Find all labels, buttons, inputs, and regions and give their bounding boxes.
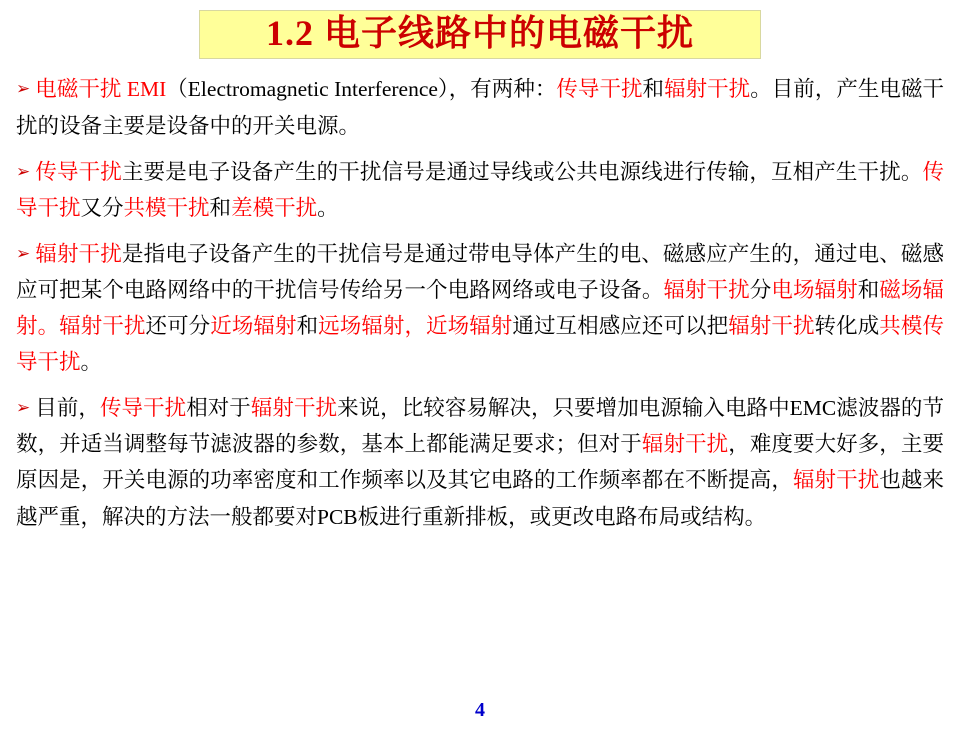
text-run: 电场辐射 — [771, 277, 858, 302]
text-run: 传导干扰 — [35, 159, 122, 184]
text-run: 近场辐射 — [210, 314, 297, 339]
text-run: （Electromagnetic Interference），有两种： — [166, 77, 557, 102]
text-run: 。 — [317, 195, 339, 220]
text-run: 共模传导干扰 — [16, 314, 944, 375]
paragraph-3 — [16, 236, 944, 380]
text-run: 辐射干扰 — [664, 77, 751, 102]
text-run: 和 — [296, 314, 319, 339]
bullet-icon: ➢ — [16, 398, 31, 419]
text-run: 转化成 — [814, 314, 880, 339]
bullet-icon: ➢ — [16, 243, 31, 264]
text-run: 。目前，产生电磁干扰的设备主要是设备中的开关电源。 — [16, 77, 944, 138]
text-run: 共模干扰 — [123, 195, 210, 220]
text-run: 辐射干扰 — [250, 396, 338, 421]
text-run: 电磁干扰 EMI — [35, 77, 167, 102]
text-run: 辐射干扰 — [35, 241, 122, 266]
bullet-icon: ➢ — [16, 161, 31, 182]
text-run: 还可分 — [145, 314, 211, 339]
slide — [0, 10, 960, 730]
slide-title-bar — [199, 10, 761, 59]
paragraph-2-runs — [16, 160, 944, 220]
text-run: 相对于 — [186, 396, 251, 421]
text-run: 分 — [749, 277, 772, 302]
text-run: 传导干扰 — [556, 77, 643, 102]
text-run: 和 — [209, 195, 232, 220]
text-run: 传导干扰 — [16, 159, 944, 220]
text-run: 辐射干扰 — [728, 314, 815, 339]
paragraph-4-runs — [16, 396, 944, 528]
paragraph-1-runs — [16, 77, 944, 137]
text-run: 目前， — [35, 396, 100, 421]
text-run: 又分 — [80, 195, 124, 220]
text-run: 主要是电子设备产生的干扰信号是通过导线或公共电源线进行传输，互相产生干扰。 — [121, 159, 923, 184]
text-run: 也越来越严重，解决的方法一般都要对PCB板进行重新排板，或更改电路布局或结构。 — [16, 468, 944, 529]
text-run: 是指电子设备产生的干扰信号是通过带电导体产生的电、磁感应产生的，通过电、磁感应可把某个电路网络中的干扰信号传给另一个电路网络或电子设备。 — [16, 241, 944, 302]
text-run: 磁场辐射。辐射干扰 — [16, 277, 944, 339]
text-run: 远场辐射，近场辐射 — [318, 314, 513, 339]
text-run: 辐射干扰 — [663, 277, 750, 302]
paragraph-2 — [16, 154, 944, 226]
slide-body — [16, 71, 944, 534]
paragraph-3-runs — [16, 242, 944, 374]
text-run: 和 — [642, 77, 665, 102]
text-run: 和 — [857, 277, 880, 302]
text-run: 通过互相感应还可以把 — [512, 314, 729, 339]
page-number: 4 — [475, 699, 485, 721]
bullet-icon: ➢ — [16, 79, 31, 100]
paragraph-1 — [16, 71, 944, 143]
text-run: ，难度要大好多，主要原因是，开关电源的功率密度和工作频率以及其它电路的工作频率都在不断提高， — [16, 432, 944, 493]
paragraph-4 — [16, 390, 944, 534]
page-title: 1.2 电子线路中的电磁干扰 — [265, 13, 694, 53]
text-run: 传导干扰 — [99, 396, 187, 421]
text-run: 差模干扰 — [231, 195, 318, 220]
text-run: 。 — [80, 350, 103, 375]
text-run: 来说，比较容易解决，只要增加电源输入电路中EMC滤波器的节数，并适当调整每节滤波器的参数，基本上都能满足要求；但对于 — [16, 396, 944, 457]
text-run: 辐射干扰 — [792, 468, 880, 493]
text-run: 辐射干扰 — [641, 432, 729, 457]
